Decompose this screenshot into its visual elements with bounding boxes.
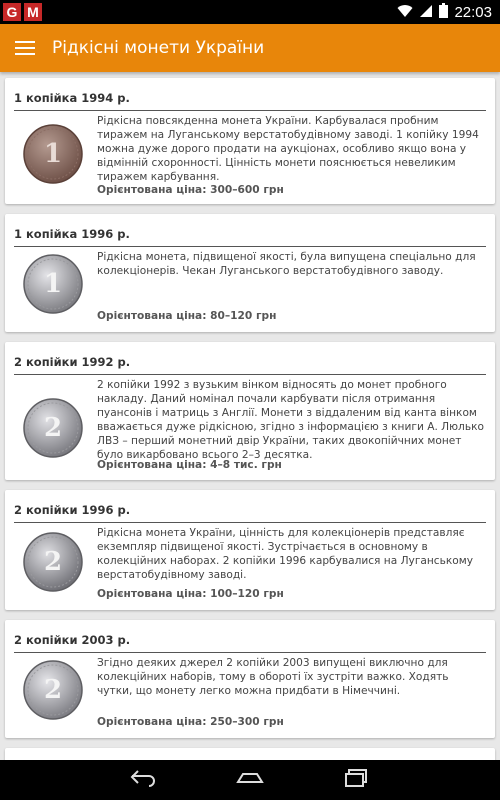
coin-card[interactable] xyxy=(5,342,495,480)
divider xyxy=(14,246,486,247)
coin-card[interactable] xyxy=(5,620,495,738)
coin-denomination: 2 xyxy=(43,675,63,705)
coin-description: Згідно деяких джерел 2 копійки 2003 випущені виключно для колекційних наборів, тому в обороті їх зустріти важко. Ходять чутки, що монету легко можна придбати в Німеччині. xyxy=(97,657,449,697)
coin-title: 2 копійки 1992 р. xyxy=(14,355,131,369)
clock: 22:03 xyxy=(454,3,492,21)
coin-title: 2 копійки 1996 р. xyxy=(14,503,131,517)
coin-denomination: 2 xyxy=(43,547,63,577)
notification-badge-g: G xyxy=(3,3,21,21)
coin-price: Орієнтована ціна: 4–8 тис. грн xyxy=(97,459,282,471)
coin-denomination: 2 xyxy=(43,413,63,443)
recents-icon xyxy=(344,769,370,791)
app-bar xyxy=(0,24,500,72)
coin-card[interactable] xyxy=(5,214,495,332)
coin-list[interactable] xyxy=(0,72,500,760)
coin-description: Рідкісна повсякденна монета України. Карбувалася пробним тиражем на Луганському верстатобудівному заводі. 1 копійку 1994 можна дуже дорого продати на аукціонах, особливо якщо вона у відмінній схоронності. Цінність монети пояснюється невеликим тиражем карбування. xyxy=(97,115,479,183)
divider xyxy=(14,652,486,653)
coin-title: 1 копійка 1994 р. xyxy=(14,91,130,105)
back-button[interactable] xyxy=(123,765,163,795)
coin-title: 2 копійки 2003 р. xyxy=(14,633,131,647)
coin-card[interactable] xyxy=(5,748,495,760)
coin-denomination: 1 xyxy=(43,269,63,299)
divider xyxy=(14,374,486,375)
coin-description: Рідкісна монета, підвищеної якості, була випущена спеціально для колекціонерів. Чекан Луганського верстатобудівного заводу. xyxy=(97,251,476,277)
status-bar xyxy=(0,0,500,24)
back-icon xyxy=(129,769,157,791)
signal-icon xyxy=(419,3,433,22)
coin-price: Орієнтована ціна: 80–120 грн xyxy=(97,310,277,322)
coin-card[interactable] xyxy=(5,490,495,610)
coin-price: Орієнтована ціна: 300–600 грн xyxy=(97,184,284,196)
hamburger-menu-icon xyxy=(15,41,35,55)
coin-image xyxy=(23,398,83,458)
home-icon xyxy=(235,770,265,790)
coin-denomination: 1 xyxy=(43,139,63,169)
coin-image xyxy=(23,532,83,592)
coin-image xyxy=(23,124,83,184)
home-button[interactable] xyxy=(230,765,270,795)
battery-icon xyxy=(439,3,448,22)
app-title: Рідкісні монети України xyxy=(52,38,265,58)
divider xyxy=(14,110,486,111)
navigation-bar xyxy=(0,760,500,800)
coin-price: Орієнтована ціна: 100–120 грн xyxy=(97,588,284,600)
wifi-icon xyxy=(397,3,413,22)
coin-price: Орієнтована ціна: 250–300 грн xyxy=(97,716,284,728)
divider xyxy=(14,522,486,523)
notification-badge-m: M xyxy=(24,3,42,21)
coin-image xyxy=(23,254,83,314)
coin-title: 1 копійка 1996 р. xyxy=(14,227,130,241)
menu-button[interactable] xyxy=(0,24,48,72)
recents-button[interactable] xyxy=(337,765,377,795)
coin-card[interactable] xyxy=(5,78,495,204)
coin-description: Рідкісна монета України, цінність для колекціонерів представляє екземпляр підвищеної якості. Зустрічається в основному в колекційних наборах. 2 копійки 1996 карбувалися на Луганському верстатобудівному заводі. xyxy=(97,527,474,581)
coin-image xyxy=(23,660,83,720)
coin-description: 2 копійки 1992 з вузьким вінком відносять до монет пробного накладу. Даний номінал почали карбувати після отримання пуансонів і матриць з Англії. Монети з віддаленим від канта вінком вважається дуже рідкісною, згідно з інформацією з книги А. Люлько ЛВЗ – перший монетний двір України, таких двокопійчних монет було викарбовано всього 2–3 десятка. xyxy=(97,379,484,461)
